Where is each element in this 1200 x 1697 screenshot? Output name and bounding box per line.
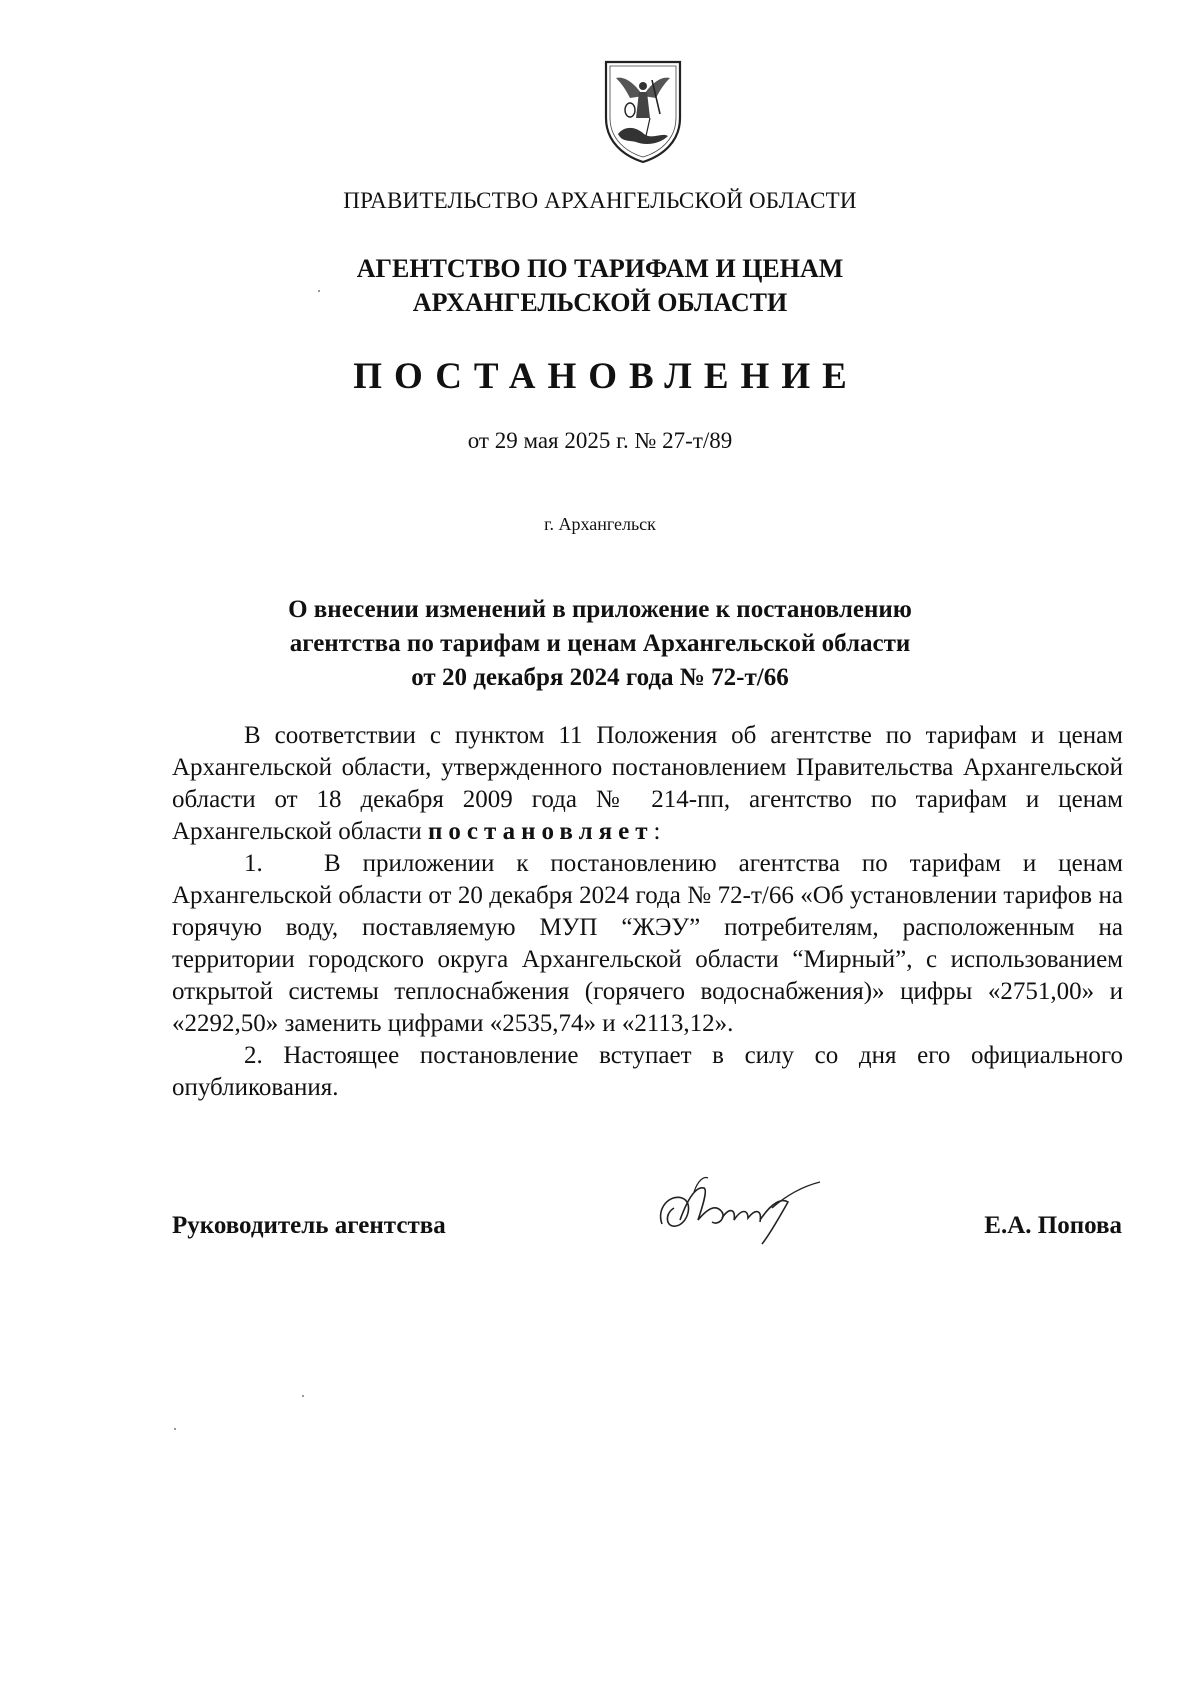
scan-speck — [318, 290, 320, 292]
subject-line2: агентства по тарифам и ценам Архангельской области — [289, 630, 911, 657]
agency-name-line1: АГЕНТСТВО ПО ТАРИФАМ И ЦЕНАМ — [356, 254, 844, 283]
document-subject — [0, 593, 1200, 695]
subject-line1: О внесении изменений в приложение к постановлению — [288, 596, 912, 623]
document-body — [172, 720, 1123, 1104]
preamble-text: В соответствии с пунктом 11 Положения об агентстве по тарифам и ценам Архангельской области, утвержденного постановлением Правительства Архангельской области от 18 декабря 2009 года № 214-пп, агентство по тарифам и ценам Архангельской области — [172, 722, 1123, 845]
scan-speck — [174, 1428, 176, 1430]
handwritten-signature — [652, 1168, 832, 1248]
agency-name — [0, 252, 1200, 320]
item-1-number: 1. — [244, 850, 263, 877]
subject-line3: от 20 декабря 2024 года № 72-т/66 — [411, 664, 789, 691]
resolves-colon: : — [653, 818, 661, 845]
agency-name-line2: АРХАНГЕЛЬСКОЙ ОБЛАСТИ — [412, 288, 788, 317]
signatory-position: Руководитель агентства — [172, 1212, 446, 1239]
signatory-name: Е.А. Попова — [984, 1212, 1122, 1239]
resolves-word: постановляет — [428, 818, 654, 845]
government-name: ПРАВИТЕЛЬСТВО АРХАНГЕЛЬСКОЙ ОБЛАСТИ — [343, 188, 857, 213]
item-2-paragraph: 2. Настоящее постановление вступает в силу со дня его официального опубликования. — [172, 1042, 1123, 1101]
document-type: ПОСТАНОВЛЕНИЕ — [353, 356, 859, 397]
scan-speck — [302, 1395, 304, 1397]
item-1-text: В приложении к постановлению агентства по тарифам и ценам Архангельской области от 20 декабря 2024 года № 72-т/66 «Об установлении тарифов на горячую воду, поставляемую МУП “ЖЭУ” потребителям, расположенным на территории городского округа Архангельской области “Мирный”, с использованием открытой системы теплоснабжения (горячего водоснабжения)» цифры «2751,00» и «2292,50» заменить цифрами «2535,74» и «2113,12». — [172, 850, 1123, 1037]
preamble-paragraph — [172, 720, 1123, 848]
document-date-number: от 29 мая 2025 г. № 27-т/89 — [467, 428, 733, 453]
document-city: г. Архангельск — [544, 514, 656, 534]
item-1-paragraph — [172, 848, 1123, 1040]
coat-of-arms-icon — [600, 56, 686, 164]
